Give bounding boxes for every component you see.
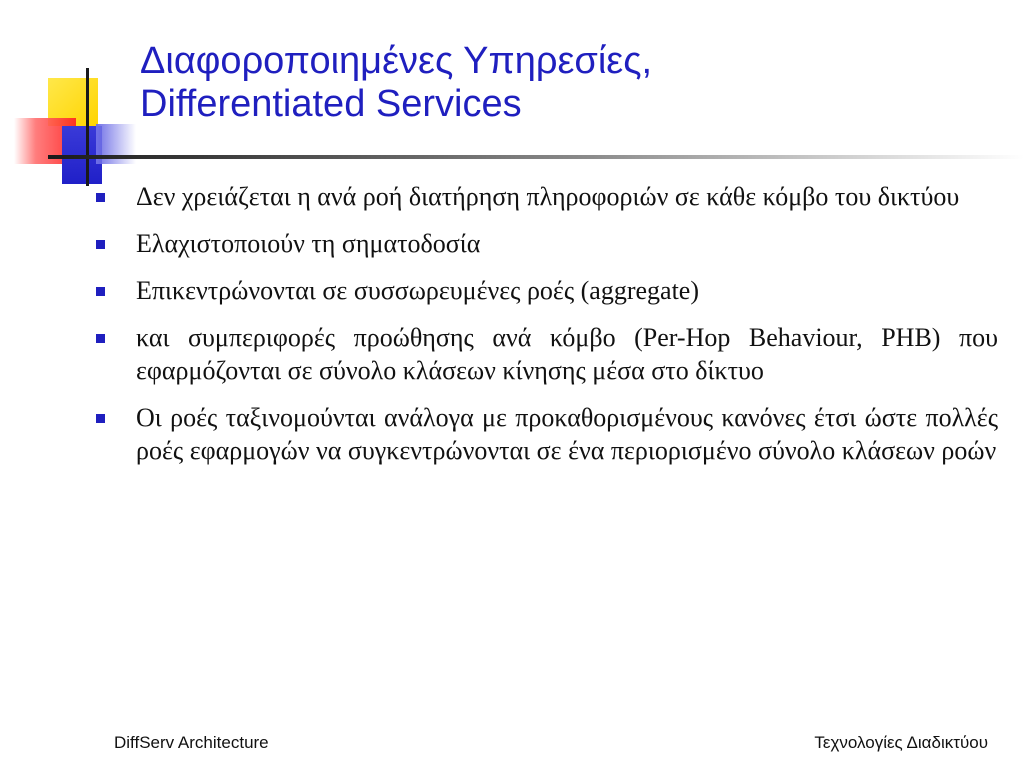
bullet-item: [96, 321, 998, 387]
bullet-item: [96, 274, 998, 307]
square-bullet-icon: [96, 193, 105, 202]
title-divider: [48, 155, 1024, 159]
slide-title-line-2: Differentiated Services: [140, 83, 522, 125]
bullet-text: Επικεντρώνονται σε συσσωρευμένες ροές (aggregate): [136, 276, 699, 305]
bullet-item: [96, 180, 998, 213]
square-bullet-icon: [96, 334, 105, 343]
bullet-item: [96, 227, 998, 260]
bullet-text: Οι ροές ταξινομούνται ανάλογα με προκαθορισμένους κανόνες έτσι ώστε πολλές ροές εφαρμογών να συγκεντρώνονται σε ένα περιορισμένο σύνολο κλάσεων ροών: [136, 403, 998, 465]
square-bullet-icon: [96, 287, 105, 296]
logo-vertical-line: [86, 68, 89, 186]
square-bullet-icon: [96, 414, 105, 423]
bullet-text: και συμπεριφορές προώθησης ανά κόμβο (Per-Hop Behaviour, PHB) που εφαρμόζονται σε σύνολο κλάσεων κίνησης μέσα στο δίκτυο: [136, 323, 998, 385]
slide-title-line-1: Διαφοροποιημένες Υπηρεσίες,: [140, 40, 653, 82]
bullet-list: [96, 180, 998, 481]
footer-left-text: DiffServ Architecture: [114, 733, 269, 752]
bullet-item: [96, 401, 998, 467]
footer-right-text: Τεχνολογίες Διαδικτύου: [814, 733, 988, 752]
bullet-text: Ελαχιστοποιούν τη σηματοδοσία: [136, 229, 481, 258]
slide-logo-decoration: [0, 60, 140, 190]
slide-title: [140, 40, 652, 126]
bullet-text: Δεν χρειάζεται η ανά ροή διατήρηση πληροφοριών σε κάθε κόμβο του δικτύου: [136, 182, 960, 211]
square-bullet-icon: [96, 240, 105, 249]
